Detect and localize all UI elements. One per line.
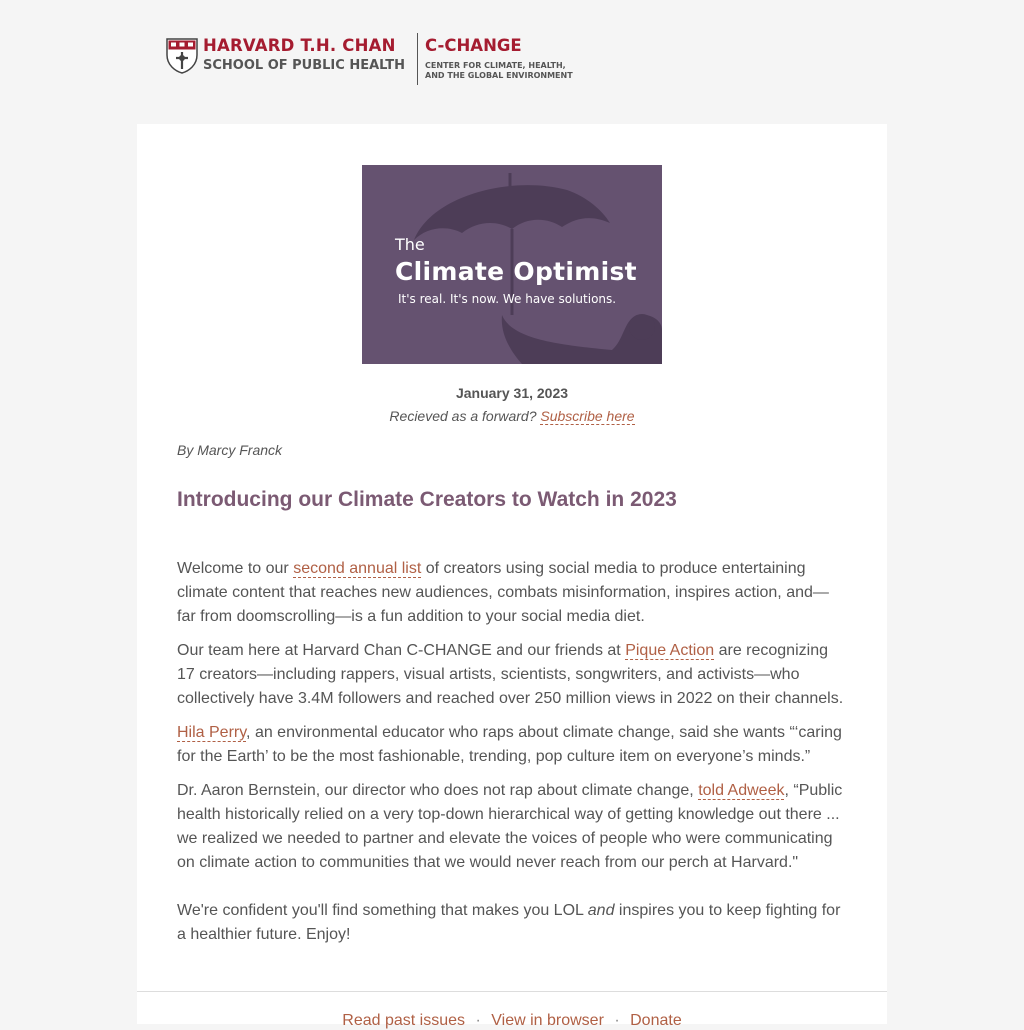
paragraph-2: Our team here at Harvard Chan C-CHANGE and our friends at Pique Action are recognizing 17 creators—including rappers, visual artists, scientists, songwriters, and activists—who collectively have 3.4M followers and reached over 250 million views in 2022 on their channels. bbox=[177, 642, 844, 707]
subscribe-link[interactable]: Subscribe here bbox=[540, 408, 635, 424]
org-name: HARVARD T.H. CHAN bbox=[203, 36, 396, 55]
byline: By Marcy Franck bbox=[177, 442, 283, 458]
second-annual-list-link[interactable]: second annual list bbox=[293, 560, 422, 577]
issue-date: January 31, 2023 bbox=[455, 385, 569, 401]
forward-prefix: Recieved as a forward? bbox=[389, 408, 537, 424]
center-desc-line1: CENTER FOR CLIMATE, HEALTH, bbox=[425, 61, 566, 70]
read-past-issues-link[interactable]: Read past issues bbox=[342, 1012, 466, 1029]
article-headline: Introducing our Climate Creators to Watch in 2023 bbox=[177, 488, 677, 511]
donate-link[interactable]: Donate bbox=[630, 1012, 682, 1029]
banner-title: Climate Optimist bbox=[395, 257, 637, 286]
center-name: C-CHANGE bbox=[425, 36, 522, 55]
banner-tagline: It's real. It's now. We have solutions. bbox=[398, 292, 617, 306]
banner-the: The bbox=[395, 235, 425, 254]
harvard-cchange-logo[interactable] bbox=[166, 33, 573, 85]
paragraph-1: Welcome to our second annual list of creators using social media to produce entertaining climate content that reaches new audiences, combats misinformation, inspires action, and—far from doomscrolling—is a fun addition to your social media diet. bbox=[177, 560, 829, 625]
footer-separator: · bbox=[475, 1012, 481, 1029]
footer-separator: · bbox=[614, 1012, 620, 1029]
footer-divider bbox=[137, 991, 887, 992]
email-header bbox=[0, 0, 1024, 124]
article-body bbox=[177, 557, 847, 957]
newsletter-banner bbox=[362, 165, 662, 364]
told-adweek-link[interactable]: told Adweek bbox=[698, 782, 785, 799]
harvard-shield-icon bbox=[166, 38, 198, 74]
org-school: SCHOOL OF PUBLIC HEALTH bbox=[203, 58, 406, 73]
logo-divider bbox=[417, 33, 418, 85]
center-desc-line2: AND THE GLOBAL ENVIRONMENT bbox=[425, 71, 573, 80]
footer-links bbox=[137, 1012, 887, 1030]
pique-action-link[interactable]: Pique Action bbox=[625, 642, 715, 659]
forward-notice bbox=[137, 408, 887, 424]
view-in-browser-link[interactable]: View in browser bbox=[491, 1012, 604, 1029]
paragraph-5: We're confident you'll find something that makes you LOL and inspires you to keep fighting for a healthier future. Enjoy! bbox=[177, 902, 841, 943]
paragraph-4: Dr. Aaron Bernstein, our director who does not rap about climate change, told Adweek, “Public health historically relied on a very top-down hierarchical way of getting knowledge out there ... we realized we needed to partner and elevate the voices of people who were communicating on climate action to communities that we would never reach from our perch at Harvard." bbox=[177, 782, 843, 871]
email-card bbox=[137, 124, 887, 1029]
hila-perry-link[interactable]: Hila Perry bbox=[177, 724, 247, 741]
paragraph-3: Hila Perry, an environmental educator who raps about climate change, said she wants “‘caring for the Earth’ to be the most fashionable, trending, pop culture item on everyone’s minds.” bbox=[177, 724, 842, 765]
